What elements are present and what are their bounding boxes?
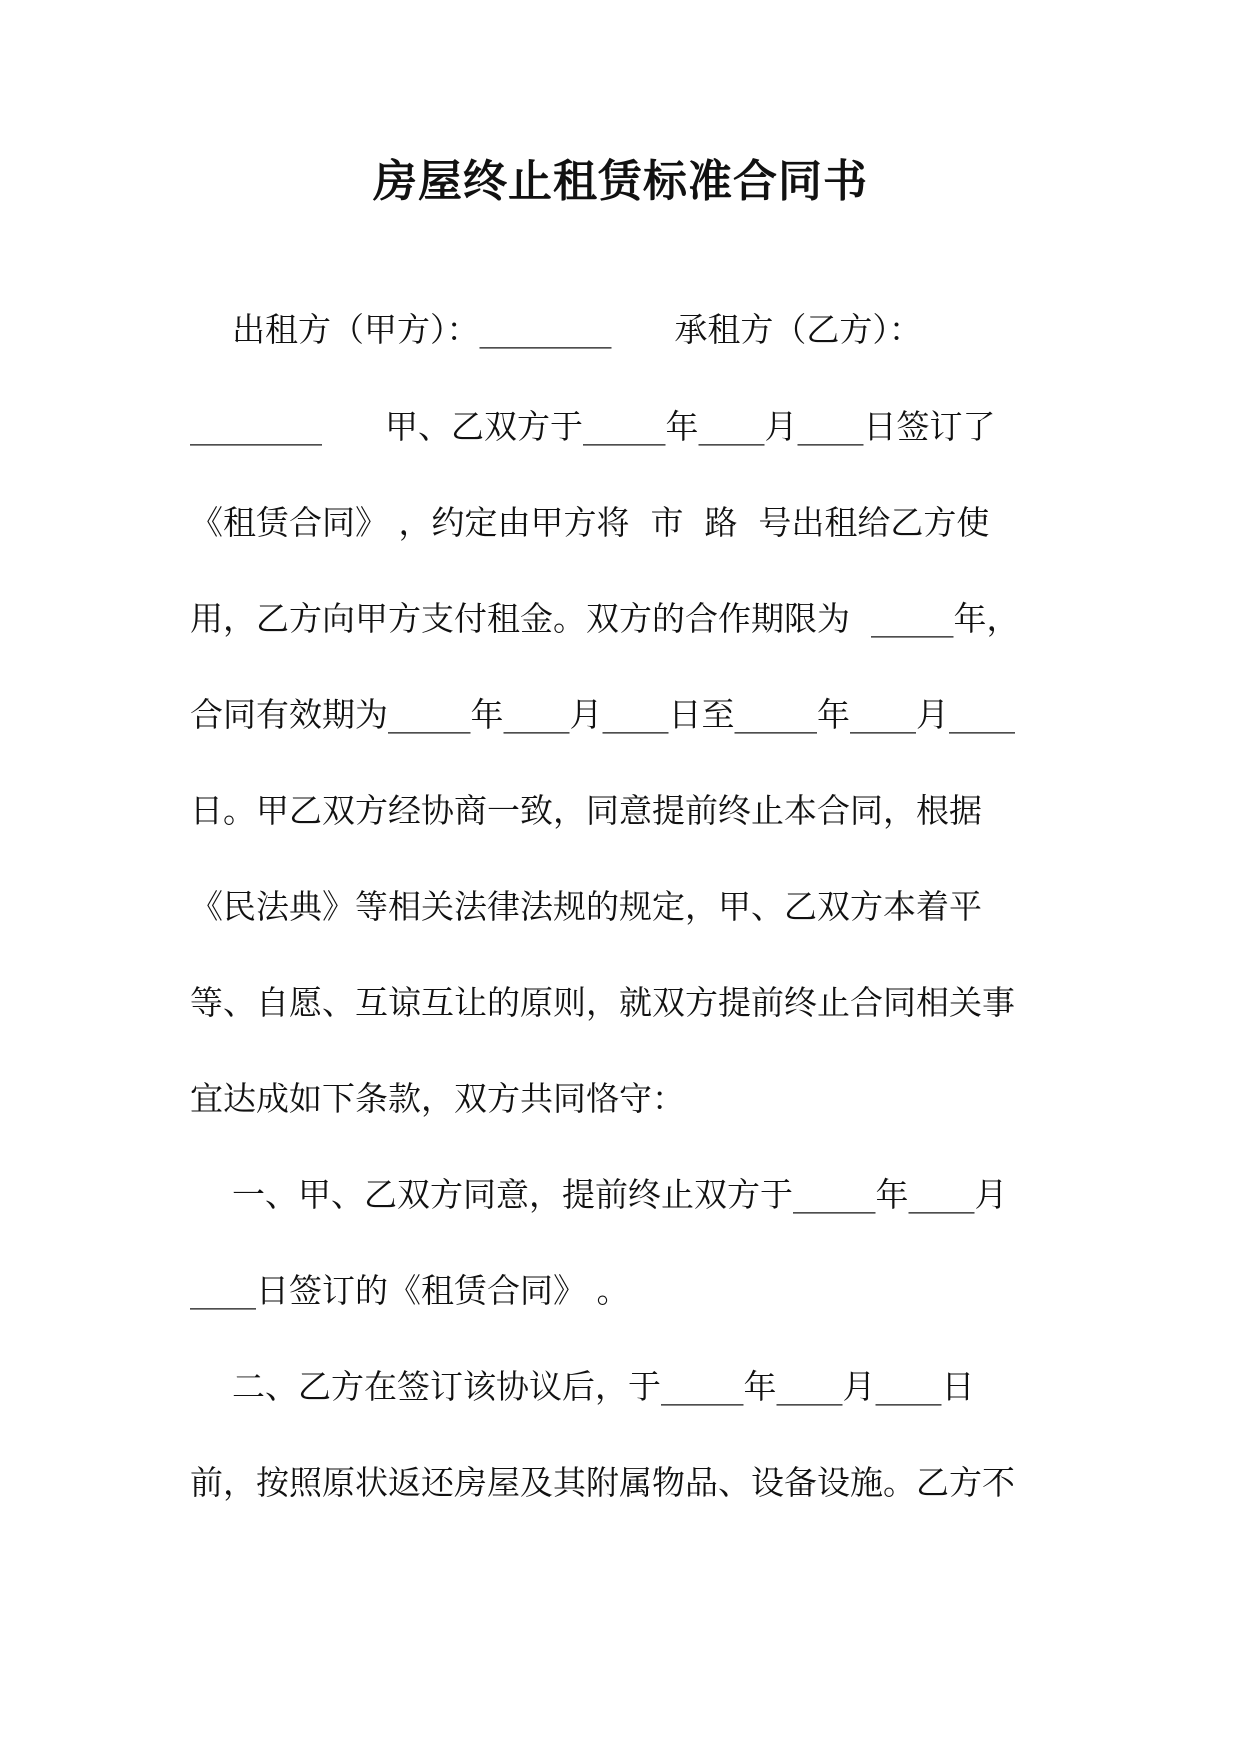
body-line-3: 《租赁合同》 ，约定由甲方将 市 路 号出租给乙方使: [190, 503, 990, 542]
document-title: 房屋终止租赁标准合同书: [373, 156, 868, 207]
body-line-12: 二、乙方在签订该协议后，于_____年____月____日: [190, 1367, 975, 1406]
body-line-13: 前，按照原状返还房屋及其附属物品、设备设施。乙方不: [190, 1463, 1015, 1502]
body-line-10: 一、甲、乙双方同意，提前终止双方于_____年____月: [190, 1175, 1008, 1214]
body-line-5: 合同有效期为_____年____月____日至_____年____月____: [190, 695, 1015, 734]
body-line-4: 用，乙方向甲方支付租金。双方的合作期限为 _____年，: [190, 599, 1020, 638]
body-line-9: 宜达成如下条款，双方共同恪守：: [190, 1079, 685, 1118]
body-line-1: 出租方（甲方）：________ 承租方（乙方）：: [190, 310, 922, 349]
body-line-8: 等、自愿、互谅互让的原则，就双方提前终止合同相关事: [190, 983, 1015, 1022]
body-line-2: ________ 甲、乙双方于_____年____月____日签订了: [190, 407, 996, 446]
body-line-11: ____日签订的《租赁合同》 。: [190, 1271, 630, 1310]
body-line-7: 《民法典》等相关法律法规的规定，甲、乙双方本着平: [190, 887, 982, 926]
body-line-6: 日。甲乙双方经协商一致，同意提前终止本合同，根据: [190, 791, 982, 830]
